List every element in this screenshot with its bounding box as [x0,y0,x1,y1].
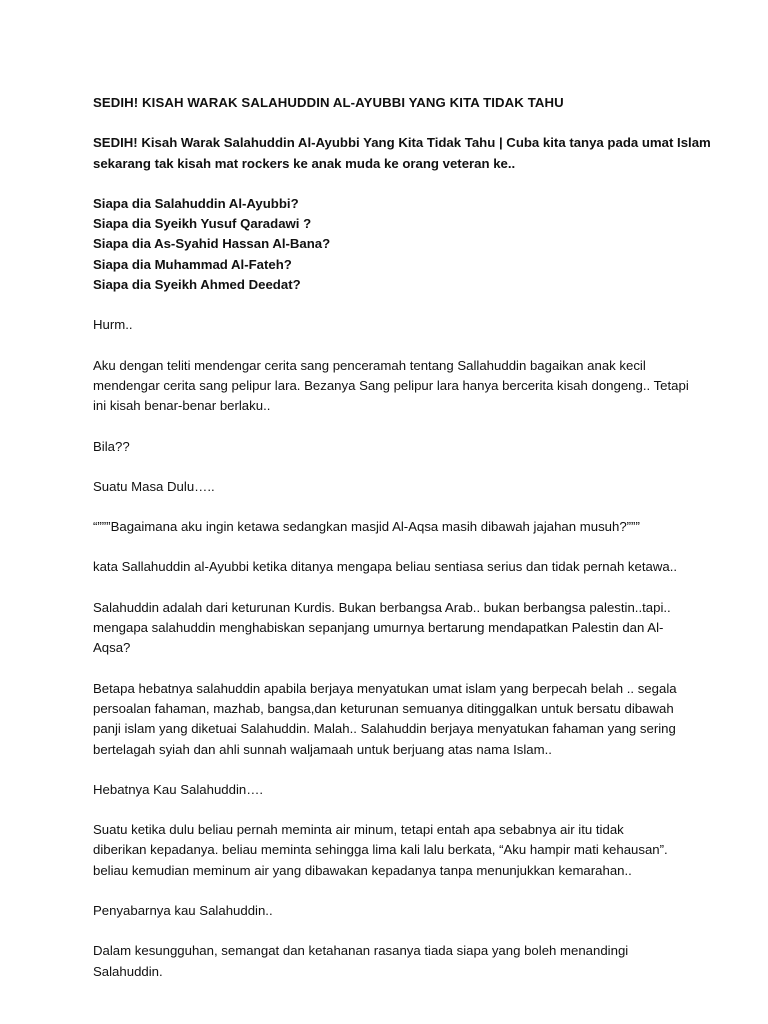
paragraph-line: Aqsa? [93,640,131,656]
paragraph-hurm: Hurm.. [93,317,133,333]
quote-line: “”””Bagaimana aku ingin ketawa sedangkan masjid Al-Aqsa masih dibawah jajahan musuh?””” [93,519,640,535]
paragraph-hebatnya: Hebatnya Kau Salahuddin…. [93,781,264,797]
paragraph-bila: Bila?? [93,438,130,454]
question-line: Siapa dia As-Syahid Hassan Al-Bana? [93,236,331,252]
paragraph-line: mengapa salahuddin menghabiskan sepanjang umurnya bertarung mendapatkan Palestin dan Al- [93,620,664,636]
paragraph-line: Suatu ketika dulu beliau pernah meminta air minum, tetapi entah apa sebabnya air itu tidak [93,822,624,838]
paragraph-line: mendengar cerita sang pelipur lara. Bezanya Sang pelipur lara hanya bercerita kisah dongeng.. Tetapi [93,377,689,393]
intro-line: SEDIH! Kisah Warak Salahuddin Al-Ayubbi Yang Kita Tidak Tahu | Cuba kita tanya pada umat Islam [93,135,711,151]
paragraph-line: Salahuddin adalah dari keturunan Kurdis. Bukan berbangsa Arab.. bukan berbangsa palestin..tapi.. [93,599,671,615]
paragraph-kata: kata Sallahuddin al-Ayubbi ketika ditanya mengapa beliau sentiasa serius dan tidak pernah ketawa.. [93,559,678,575]
paragraph-suatu-masa: Suatu Masa Dulu….. [93,478,215,494]
paragraph-line: persoalan fahaman, mazhab, bangsa,dan keturunan semuanya ditinggalkan untuk bersatu dibawah [93,700,674,716]
paragraph-line: ini kisah benar-benar berlaku.. [93,398,271,414]
paragraph-line: Aku dengan teliti mendengar cerita sang penceramah tentang Sallahuddin bagaikan anak kecil [93,357,646,373]
document-body [93,93,711,982]
question-line: Siapa dia Muhammad Al-Fateh? [93,256,292,272]
paragraph-line: Dalam kesungguhan, semangat dan ketahanan rasanya tiada siapa yang boleh menandingi [93,943,629,959]
intro-line: sekarang tak kisah mat rockers ke anak muda ke orang veteran ke.. [93,155,516,171]
question-line: Siapa dia Salahuddin Al-Ayubbi? [93,195,299,211]
paragraph-line: beliau kemudian meminum air yang dibawakan kepadanya tanpa menunjukkan kemarahan.. [93,862,632,878]
question-line: Siapa dia Syeikh Yusuf Qaradawi ? [93,216,312,232]
paragraph-line: diberikan kepadanya. beliau meminta sehingga lima kali lalu berkata, “Aku hampir mati kehausan”. [93,842,668,858]
paragraph-line: panji islam yang diketuai Salahuddin. Malah.. Salahuddin berjaya menyatukan fahaman yang sering [93,721,676,737]
question-line: Siapa dia Syeikh Ahmed Deedat? [93,277,301,293]
paragraph-line: Betapa hebatnya salahuddin apabila berjaya menyatukan umat islam yang berpecah belah .. segala [93,680,677,696]
paragraph-line: Salahuddin. [93,963,163,979]
paragraph-penyabarnya: Penyabarnya kau Salahuddin.. [93,903,273,919]
paragraph-line: bertelagah syiah dan ahli sunnah waljamaah untuk berjuang atas nama Islam.. [93,741,552,757]
document-title: SEDIH! KISAH WARAK SALAHUDDIN AL-AYUBBI YANG KITA TIDAK TAHU [93,95,564,110]
